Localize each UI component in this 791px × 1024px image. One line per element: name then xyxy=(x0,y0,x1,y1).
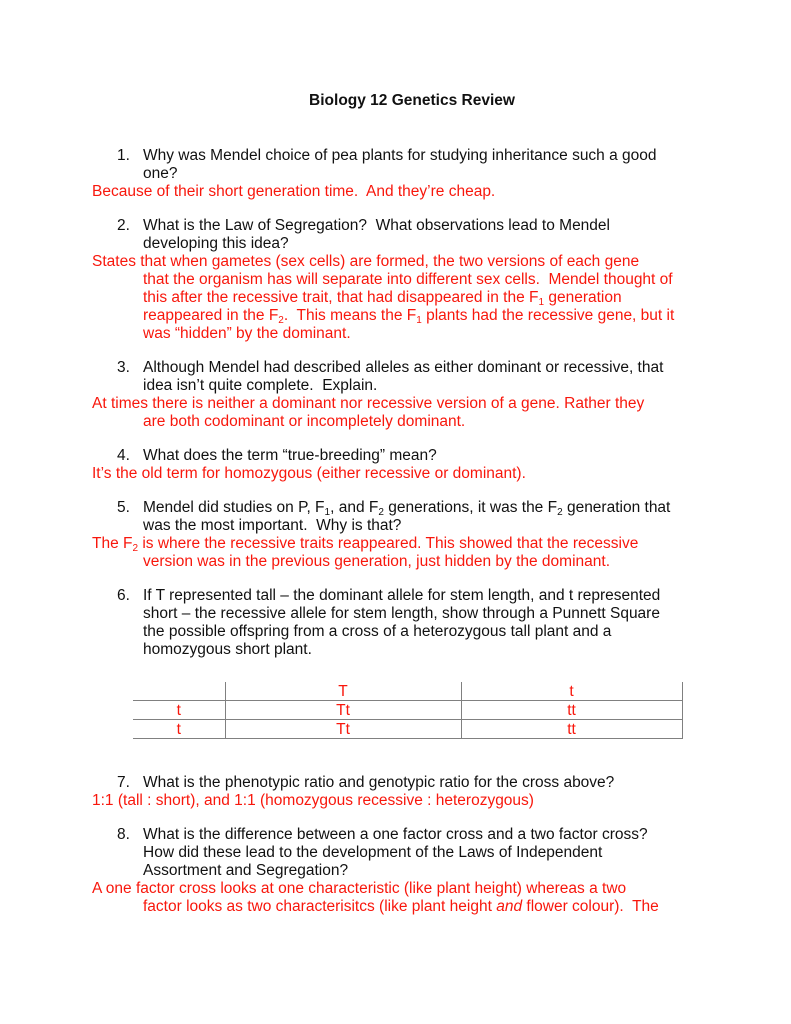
question-block xyxy=(92,826,731,916)
answer-line: factor looks as two characterisitcs (like plant height and flower colour). The xyxy=(143,898,659,915)
question-number: 6. xyxy=(117,587,130,604)
question-line: Mendel did studies on P, $F_1$, and $F_2$ generations, it was the $F_2$ generation that xyxy=(143,499,671,518)
answer-line: It’s the old term for homozygous (either recessive or dominant). xyxy=(92,465,526,482)
answer-text xyxy=(92,253,731,343)
answer-text xyxy=(92,465,731,483)
question-block xyxy=(92,774,731,810)
answer-line: At times there is neither a dominant nor recessive version of a gene. Rather they xyxy=(92,395,645,412)
question-number: 5. xyxy=(117,499,130,516)
question-block xyxy=(92,147,731,201)
punnett-cell: t xyxy=(461,682,682,701)
punnett-square-body xyxy=(133,682,682,739)
question-lines xyxy=(143,147,731,183)
answer-line: 1:1 (tall : short), and 1:1 (homozygous recessive : heterozygous) xyxy=(92,792,534,809)
question-text xyxy=(92,447,731,465)
question-line: short – the recessive allele for stem length, show through a Punnett Square xyxy=(143,605,660,622)
question-lines xyxy=(143,217,731,253)
punnett-cell xyxy=(133,682,225,701)
question-block xyxy=(92,447,731,483)
question-number: 3. xyxy=(117,359,130,376)
question-line: Assortment and Segregation? xyxy=(143,862,349,879)
question-lines xyxy=(143,587,731,659)
punnett-cell: tt xyxy=(461,701,682,720)
punnett-row xyxy=(133,720,682,739)
document-title: Biology 12 Genetics Review xyxy=(309,92,515,109)
question-number: 7. xyxy=(117,774,130,791)
punnett-cell: t xyxy=(133,701,225,720)
answer-text xyxy=(92,183,731,201)
answer-text xyxy=(92,535,731,571)
question-line: What does the term “true-breeding” mean? xyxy=(143,447,437,464)
question-number: 2. xyxy=(117,217,130,234)
question-number: 8. xyxy=(117,826,130,843)
answer-line: this after the recessive trait, that had disappeared in the $F_1$ generation xyxy=(143,289,622,308)
answer-line: reappeared in the $F_2$. This means the $F_1$ plants had the recessive gene, but it xyxy=(143,307,675,326)
question-line: What is the Law of Segregation? What observations lead to Mendel xyxy=(143,217,610,234)
question-lines xyxy=(143,359,731,395)
answer-line: are both codominant or incompletely dominant. xyxy=(143,413,466,430)
question-text xyxy=(92,499,731,535)
question-text xyxy=(92,147,731,183)
question-block xyxy=(92,217,731,343)
question-line: homozygous short plant. xyxy=(143,641,312,658)
punnett-cell: Tt xyxy=(225,720,461,739)
question-line: one? xyxy=(143,165,178,182)
question-line: Why was Mendel choice of pea plants for studying inheritance such a good xyxy=(143,147,657,164)
question-line: What is the phenotypic ratio and genotypic ratio for the cross above? xyxy=(143,774,615,791)
answer-text xyxy=(92,792,731,810)
punnett-cell: T xyxy=(225,682,461,701)
answer-text xyxy=(92,395,731,431)
question-number: 4. xyxy=(117,447,130,464)
answer-line: version was in the previous generation, just hidden by the dominant. xyxy=(143,553,611,570)
question-text xyxy=(92,774,731,792)
question-text xyxy=(92,587,731,659)
answer-line: Because of their short generation time. And they’re cheap. xyxy=(92,183,496,200)
question-line: What is the difference between a one factor cross and a two factor cross? xyxy=(143,826,648,843)
question-line: the possible offspring from a cross of a heterozygous tall plant and a xyxy=(143,623,612,640)
punnett-row xyxy=(133,682,682,701)
question-line: Although Mendel had described alleles as either dominant or recessive, that xyxy=(143,359,664,376)
question-lines xyxy=(143,826,731,880)
question-line: idea isn’t quite complete. Explain. xyxy=(143,377,378,394)
answer-line: States that when gametes (sex cells) are formed, the two versions of each gene xyxy=(92,253,640,270)
punnett-square-table xyxy=(133,682,683,739)
answer-line: The $F_2$ is where the recessive traits reappeared. This showed that the recessive xyxy=(92,535,639,554)
question-lines xyxy=(143,447,731,465)
question-block xyxy=(92,359,731,431)
punnett-square-container xyxy=(133,682,731,739)
answer-line: A one factor cross looks at one characteristic (like plant height) whereas a two xyxy=(92,880,627,897)
questions-list xyxy=(92,147,731,916)
question-line: was the most important. Why is that? xyxy=(143,517,402,534)
punnett-row xyxy=(133,701,682,720)
punnett-cell: tt xyxy=(461,720,682,739)
question-line: If T represented tall – the dominant allele for stem length, and t represented xyxy=(143,587,661,604)
question-block xyxy=(92,499,731,571)
question-line: developing this idea? xyxy=(143,235,289,252)
question-lines xyxy=(143,774,731,792)
question-lines xyxy=(143,499,731,535)
answer-text xyxy=(92,880,731,916)
question-text xyxy=(92,359,731,395)
punnett-cell: t xyxy=(133,720,225,739)
question-number: 1. xyxy=(117,147,130,164)
question-line: How did these lead to the development of the Laws of Independent xyxy=(143,844,603,861)
answer-line: was “hidden” by the dominant. xyxy=(143,325,351,342)
question-text xyxy=(92,826,731,880)
punnett-cell: Tt xyxy=(225,701,461,720)
answer-line: that the organism has will separate into different sex cells. Mendel thought of xyxy=(143,271,673,288)
question-text xyxy=(92,217,731,253)
question-block xyxy=(92,587,731,659)
